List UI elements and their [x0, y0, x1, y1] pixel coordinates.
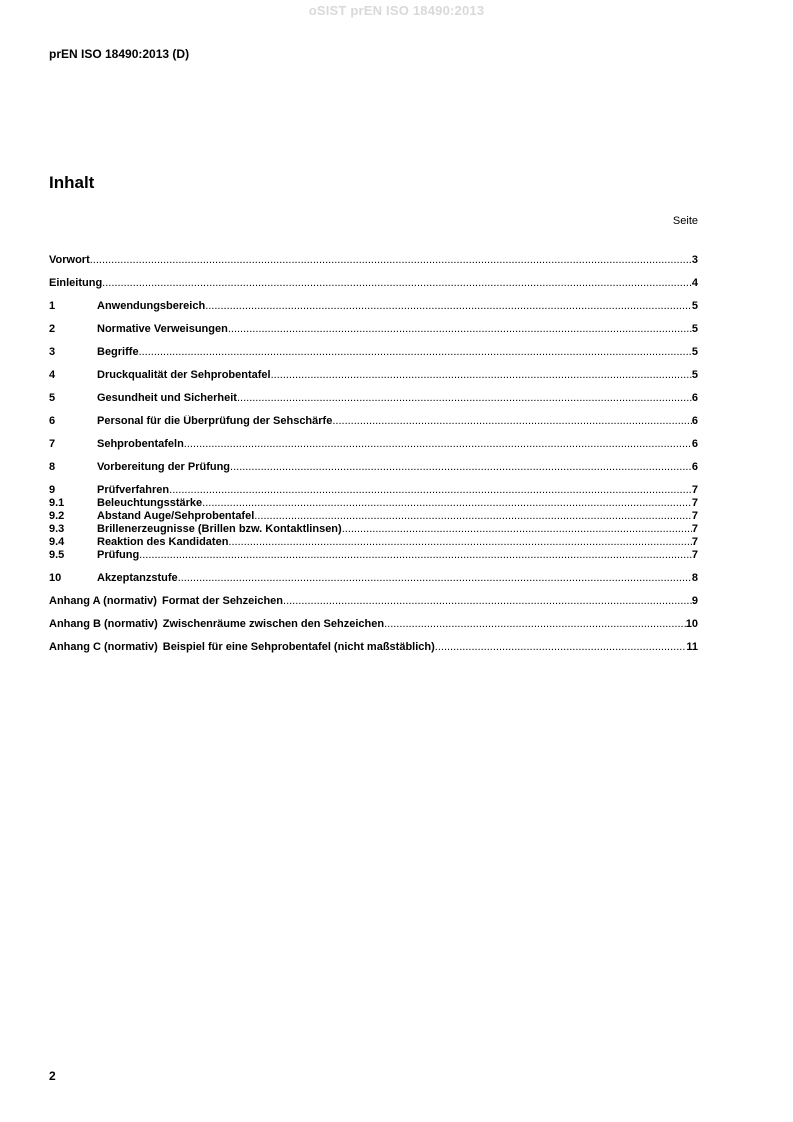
toc-entry-title: Druckqualität der Sehprobentafel [97, 369, 271, 381]
toc-entry-page: 7 [691, 536, 698, 548]
toc-entry-number: 4 [49, 369, 56, 381]
toc-entry-page: 11 [686, 641, 698, 653]
toc-dot-leader [102, 277, 692, 290]
toc-entry-page: 6 [691, 392, 698, 404]
toc-dot-leader [90, 254, 692, 267]
toc-dot-leader [332, 415, 692, 428]
page-number: 2 [49, 1069, 56, 1083]
toc-entry-number: 9.5 [49, 549, 65, 561]
toc-entry-page: 5 [691, 346, 698, 358]
toc-entry-page: 6 [691, 438, 698, 450]
toc-dot-leader [271, 369, 692, 382]
toc-entry[interactable] [49, 323, 698, 336]
toc-entry[interactable] [49, 497, 698, 510]
toc-entry-number: 9.4 [49, 536, 65, 548]
toc-entry-title: Akzeptanzstufe [97, 572, 178, 584]
toc-entry-page: 9 [691, 595, 698, 607]
toc-entry-title: Begriffe [97, 346, 139, 358]
toc-entry[interactable] [49, 369, 698, 382]
toc-dot-leader [202, 497, 692, 510]
toc-entry-title: Anwendungsbereich [97, 300, 206, 312]
toc-entry-page: 7 [691, 523, 698, 535]
toc-entry-page: 7 [691, 510, 698, 522]
toc-entry[interactable] [49, 392, 698, 405]
toc-entry-number: 10 [49, 572, 62, 584]
toc-heading: Inhalt [49, 173, 95, 192]
toc-entry-title: Zwischenräume zwischen den Sehzeichen [162, 618, 385, 630]
toc-dot-leader [254, 510, 692, 523]
toc-entry-number: Anhang A (normativ) [49, 595, 157, 607]
toc-dot-leader [169, 484, 692, 497]
toc-entry-page: 7 [691, 549, 698, 561]
toc-entry-number: 2 [49, 323, 56, 335]
toc-entry-page: 4 [691, 277, 698, 289]
toc-entry[interactable] [49, 415, 698, 428]
toc-entry-number: 6 [49, 415, 56, 427]
toc-entry-title: Personal für die Überprüfung der Sehschärfe [97, 415, 333, 427]
toc-entry[interactable] [49, 572, 698, 585]
toc-entry-title: Vorbereitung der Prüfung [97, 461, 231, 473]
toc-entry-title: Reaktion des Kandidaten [97, 536, 229, 548]
toc-entry-number: 9.1 [49, 497, 65, 509]
toc-entry-title: Gesundheit und Sicherheit [97, 392, 237, 404]
toc-dot-leader [184, 438, 692, 451]
toc-entry[interactable] [49, 618, 698, 631]
toc-entry-title: Format der Sehzeichen [161, 595, 284, 607]
toc-entry-page: 8 [691, 572, 698, 584]
table-of-contents [49, 254, 698, 654]
toc-entry-number: 9.2 [49, 510, 65, 522]
toc-entry-page: 7 [691, 484, 698, 496]
toc-entry-number: 3 [49, 346, 56, 358]
toc-entry[interactable] [49, 536, 698, 549]
document-id: prEN ISO 18490:2013 (D) [49, 47, 190, 61]
toc-dot-leader [283, 595, 692, 608]
page-column-label: Seite [672, 215, 698, 227]
toc-entry-title: Brillenerzeugnisse (Brillen bzw. Kontaktlinsen) [97, 523, 342, 535]
toc-entry-page: 3 [691, 254, 698, 266]
toc-entry[interactable] [49, 549, 698, 562]
toc-entry[interactable] [49, 461, 698, 474]
toc-dot-leader [139, 346, 692, 359]
toc-entry-number: 8 [49, 461, 56, 473]
toc-entry-number: 7 [49, 438, 56, 450]
toc-entry-page: 5 [691, 369, 698, 381]
toc-dot-leader [384, 618, 686, 631]
toc-entry-title: Einleitung [49, 277, 103, 289]
toc-dot-leader [342, 523, 692, 536]
toc-entry[interactable] [49, 254, 698, 267]
toc-entry-title: Normative Verweisungen [97, 323, 228, 335]
watermark: oSIST prEN ISO 18490:2013 [308, 3, 485, 18]
toc-dot-leader [230, 461, 692, 474]
toc-entry[interactable] [49, 595, 698, 608]
toc-entry-number: 9.3 [49, 523, 65, 535]
toc-entry-number: Anhang B (normativ) [49, 618, 158, 630]
toc-dot-leader [228, 323, 692, 336]
toc-dot-leader [205, 300, 692, 313]
toc-entry-title: Beispiel für eine Sehprobentafel (nicht maßstäblich) [162, 641, 435, 653]
toc-entry-number: 1 [49, 300, 56, 312]
toc-entry-title: Vorwort [49, 254, 90, 266]
toc-entry-number: 9 [49, 484, 56, 496]
toc-entry[interactable] [49, 484, 698, 497]
toc-entry[interactable] [49, 438, 698, 451]
toc-entry-page: 5 [691, 300, 698, 312]
toc-entry-page: 5 [691, 323, 698, 335]
toc-dot-leader [178, 572, 692, 585]
toc-entry[interactable] [49, 346, 698, 359]
toc-dot-leader [435, 641, 687, 654]
toc-entry-page: 7 [691, 497, 698, 509]
toc-entry-title: Prüfung [97, 549, 140, 561]
toc-entry[interactable] [49, 641, 698, 654]
toc-dot-leader [228, 536, 691, 549]
toc-entry[interactable] [49, 510, 698, 523]
toc-entry[interactable] [49, 300, 698, 313]
toc-entry-title: Beleuchtungsstärke [97, 497, 203, 509]
toc-entry[interactable] [49, 523, 698, 536]
toc-entry-title: Sehprobentafeln [97, 438, 184, 450]
toc-entry-title: Abstand Auge/Sehprobentafel [97, 510, 255, 522]
toc-entry[interactable] [49, 277, 698, 290]
toc-entry-title: Prüfverfahren [97, 484, 170, 496]
toc-entry-page: 10 [685, 618, 698, 630]
toc-dot-leader [139, 549, 692, 562]
toc-dot-leader [237, 392, 692, 405]
toc-entry-number: Anhang C (normativ) [49, 641, 158, 653]
toc-entry-page: 6 [691, 415, 698, 427]
toc-entry-number: 5 [49, 392, 56, 404]
toc-entry-page: 6 [691, 461, 698, 473]
